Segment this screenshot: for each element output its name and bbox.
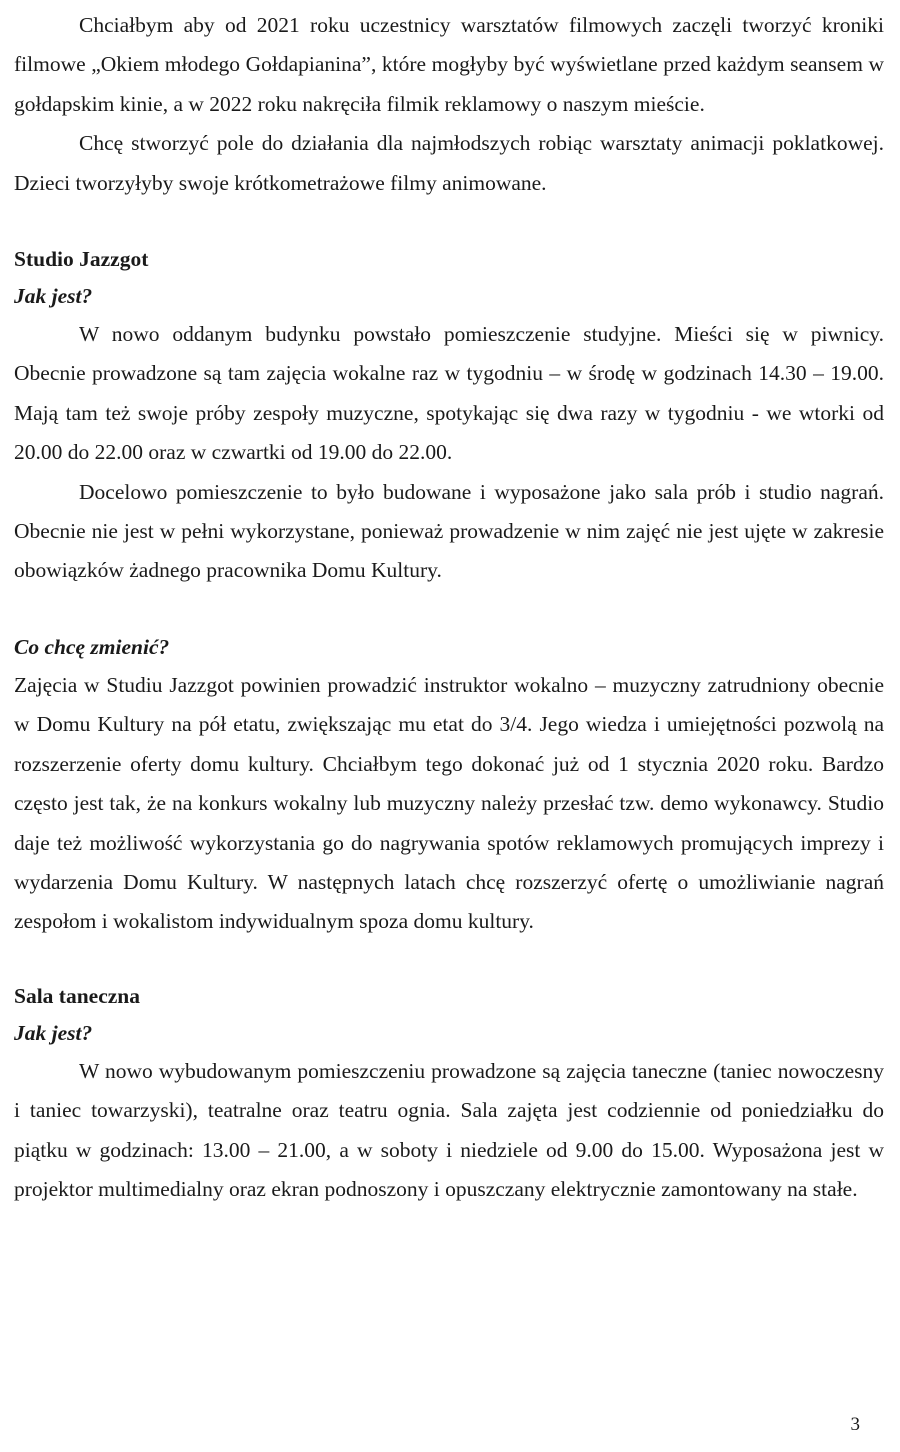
paragraph-studio-plans: Zajęcia w Studiu Jazzgot powinien prowadzić instruktor wokalno – muzyczny zatrudniony obecnie w Domu Kultury na pół etatu, zwiększając mu etat do 3/4. Jego wiedza i umiejętności pozwolą na rozszerzenie oferty domu kultury. Chciałbym tego dokonać już od 1 stycznia 2020 roku. Bardzo często jest tak, że na konkurs wokalny lub muzyczny należy przesłać tzw. demo wykonawcy. Studio daje też możliwość wykorzystania go do nagrywania spotów reklamowych promujących imprezy i wydarzenia Domu Kultury. W następnych latach chcę rozszerzyć ofertę o umożliwianie nagrań zespołom i wokalistom indywidualnym spoza domu kultury. [14,672,884,934]
subheading-jak-jest-studio: Jak jest? [14,284,93,309]
paragraph-sala-current: W nowo wybudowanym pomieszczeniu prowadzone są zajęcia taneczne (taniec nowoczesny i taniec towarzyski), teatralne oraz teatru ognia. Sala zajęta jest codziennie od poniedziałku do piątku w godzinach: 13.00 – 21.00, a w soboty i niedziele od 9.00 do 15.00. Wyposażona jest w projektor multimedialny oraz ekran podnoszony i opuszczany elektrycznie zamontowany na stałe. [14,1058,884,1201]
subheading-co-chce-zmienic: Co chcę zmienić? [14,634,170,659]
page-number: 3 [850,1414,860,1435]
subheading-jak-jest-sala: Jak jest? [14,1020,93,1045]
paragraph-film-chronicles: Chciałbym aby od 2021 roku uczestnicy warsztatów filmowych zaczęli tworzyć kroniki filmowe „Okiem młodego Gołdapianina”, które mogłyby być wyświetlane przed każdym seansem w gołdapskim kinie, a w 2022 roku nakręciła filmik reklamowy o naszym mieście. [14,13,884,116]
paragraph-animation-workshops: Chcę stworzyć pole do działania dla najmłodszych robiąc warsztaty animacji poklatkowej. Dzieci tworzyłyby swoje krótkometrażowe filmy animowane. [14,131,884,195]
paragraph-studio-current: W nowo oddanym budynku powstało pomieszczenie studyjne. Mieści się w piwnicy. Obecnie prowadzone są tam zajęcia wokalne raz w tygodniu – w środę w godzinach 14.30 – 19.00. Mają tam też swoje próby zespoły muzyczne, spotykając się dwa razy w tygodniu - we wtorki od 20.00 do 22.00 oraz w czwartki od 19.00 do 22.00. [14,322,884,465]
document-page [14,6,884,1209]
paragraph-studio-purpose: Docelowo pomieszczenie to było budowane i wyposażone jako sala prób i studio nagrań. Obecnie nie jest w pełni wykorzystane, ponieważ prowadzenie w nim zajęć nie jest ujęte w zakresie obowiązków żadnego pracownika Domu Kultury. [14,479,884,583]
section-title-sala: Sala taneczna [14,983,141,1008]
section-title-studio: Studio Jazzgot [14,247,149,272]
